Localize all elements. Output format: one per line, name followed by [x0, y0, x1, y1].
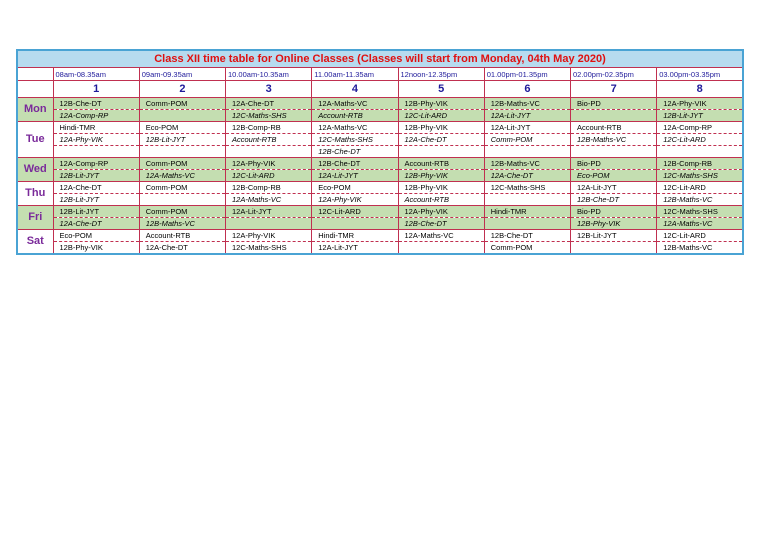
class-slot: 12C-Lit-ARD: [657, 230, 743, 242]
time-slot-header: 08am-08.35am: [53, 68, 139, 81]
class-slot: 12C-Lit-ARD: [226, 170, 312, 182]
class-slot: [571, 110, 657, 122]
class-slot: 12B-Lit-JYT: [571, 230, 657, 242]
class-slot: 12A-Maths-VC: [657, 218, 743, 230]
time-slot-header: 09am-09.35am: [139, 68, 225, 81]
class-slot: 12A-Comp-RP: [53, 158, 139, 170]
class-slot: 12A-Lit-JYT: [484, 110, 570, 122]
period-number: 7: [571, 81, 657, 98]
class-slot: Hindi-TMR: [484, 206, 570, 218]
class-slot: [53, 146, 139, 158]
class-slot: Eco-POM: [139, 122, 225, 134]
class-slot: 12C-Maths-SHS: [226, 110, 312, 122]
period-number: 1: [53, 81, 139, 98]
timetable: [16, 49, 744, 255]
class-slot: 12C-Maths-SHS: [657, 170, 743, 182]
class-slot: Comm-POM: [139, 182, 225, 194]
class-slot: Bio-PD: [571, 206, 657, 218]
class-slot: 12A-Che-DT: [53, 218, 139, 230]
class-slot: 12B-Maths-VC: [657, 194, 743, 206]
class-slot: 12A-Phy-VIK: [53, 134, 139, 146]
class-slot: 12B-Phy-VIK: [53, 242, 139, 255]
class-slot: 12B-Che-DT: [398, 218, 484, 230]
class-slot: 12A-Comp-RP: [657, 122, 743, 134]
class-slot: 12B-Phy-VIK: [398, 182, 484, 194]
day-label: Sat: [17, 230, 53, 255]
class-slot: 12B-Maths-VC: [484, 158, 570, 170]
class-slot: Hindi-TMR: [53, 122, 139, 134]
class-slot: 12C-Maths-SHS: [312, 134, 398, 146]
class-slot: Hindi-TMR: [312, 230, 398, 242]
class-slot: 12B-Lit-JYT: [53, 170, 139, 182]
class-slot: 12A-Phy-VIK: [398, 206, 484, 218]
class-slot: 12C-Lit-ARD: [312, 206, 398, 218]
class-slot: 12C-Lit-ARD: [657, 134, 743, 146]
class-slot: 12A-Phy-VIK: [657, 98, 743, 110]
class-slot: 12B-Che-DT: [312, 146, 398, 158]
class-slot: [571, 242, 657, 255]
time-slot-header: 10.00am-10.35am: [226, 68, 312, 81]
class-slot: [571, 146, 657, 158]
class-slot: Account-RTB: [226, 134, 312, 146]
class-slot: Comm-POM: [139, 98, 225, 110]
class-slot: 12A-Maths-VC: [139, 170, 225, 182]
class-slot: 12B-Comp-RB: [226, 182, 312, 194]
class-slot: Comm-POM: [139, 158, 225, 170]
class-slot: Bio-PD: [571, 158, 657, 170]
timetable-title: Class XII time table for Online Classes (Classes will start from Monday, 04th May 2020): [17, 50, 743, 68]
class-slot: Account-RTB: [312, 110, 398, 122]
class-slot: [484, 146, 570, 158]
class-slot: 12A-Che-DT: [484, 170, 570, 182]
class-slot: [398, 146, 484, 158]
time-slot-header: 01.00pm-01.35pm: [484, 68, 570, 81]
class-slot: Account-RTB: [139, 230, 225, 242]
class-slot: 12A-Comp-RP: [53, 110, 139, 122]
period-number: 3: [226, 81, 312, 98]
class-slot: 12A-Phy-VIK: [312, 194, 398, 206]
class-slot: Account-RTB: [571, 122, 657, 134]
class-slot: [139, 110, 225, 122]
class-slot: 12B-Maths-VC: [139, 218, 225, 230]
class-slot: 12B-Che-DT: [571, 194, 657, 206]
class-slot: 12A-Che-DT: [226, 98, 312, 110]
class-slot: 12A-Maths-VC: [312, 98, 398, 110]
period-number: 6: [484, 81, 570, 98]
class-slot: [484, 194, 570, 206]
class-slot: 12B-Maths-VC: [484, 98, 570, 110]
class-slot: 12A-Che-DT: [53, 182, 139, 194]
class-slot: Comm-POM: [484, 134, 570, 146]
class-slot: 12A-Che-DT: [398, 134, 484, 146]
day-label: Tue: [17, 122, 53, 158]
class-slot: Account-RTB: [398, 194, 484, 206]
day-label: Thu: [17, 182, 53, 206]
period-number: 8: [657, 81, 743, 98]
period-number: 5: [398, 81, 484, 98]
class-slot: [657, 146, 743, 158]
class-slot: Eco-POM: [571, 170, 657, 182]
class-slot: 12C-Maths-SHS: [484, 182, 570, 194]
class-slot: 12A-Phy-VIK: [226, 230, 312, 242]
time-slot-header: 12noon-12.35pm: [398, 68, 484, 81]
class-slot: 12B-Lit-JYT: [53, 194, 139, 206]
class-slot: 12A-Lit-JYT: [226, 206, 312, 218]
class-slot: 12B-Che-DT: [53, 98, 139, 110]
class-slot: 12A-Lit-JYT: [571, 182, 657, 194]
corner-cell: [17, 68, 53, 81]
class-slot: Eco-POM: [53, 230, 139, 242]
day-label: Mon: [17, 98, 53, 122]
class-slot: 12A-Maths-VC: [312, 122, 398, 134]
class-slot: 12B-Phy-VIK: [398, 122, 484, 134]
class-slot: Comm-POM: [139, 206, 225, 218]
class-slot: 12A-Lit-JYT: [484, 122, 570, 134]
class-slot: 12B-Lit-JYT: [53, 206, 139, 218]
class-slot: [484, 218, 570, 230]
day-label: Fri: [17, 206, 53, 230]
class-slot: Eco-POM: [312, 182, 398, 194]
class-slot: 12A-Maths-VC: [226, 194, 312, 206]
class-slot: 12B-Lit-JYT: [139, 134, 225, 146]
time-slot-header: 03.00pm-03.35pm: [657, 68, 743, 81]
class-slot: 12B-Che-DT: [312, 158, 398, 170]
class-slot: 12B-Phy-VIK: [398, 170, 484, 182]
class-slot: Account-RTB: [398, 158, 484, 170]
time-slot-header: 02.00pm-02.35pm: [571, 68, 657, 81]
class-slot: 12B-Maths-VC: [571, 134, 657, 146]
class-slot: Comm-POM: [484, 242, 570, 255]
period-number: 4: [312, 81, 398, 98]
class-slot: 12C-Maths-SHS: [226, 242, 312, 255]
class-slot: 12C-Lit-ARD: [657, 182, 743, 194]
class-slot: [398, 242, 484, 255]
period-number: 2: [139, 81, 225, 98]
corner-cell: [17, 81, 53, 98]
day-label: Wed: [17, 158, 53, 182]
class-slot: 12B-Phy-VIK: [398, 98, 484, 110]
class-slot: 12B-Comp-RB: [226, 122, 312, 134]
class-slot: [226, 218, 312, 230]
class-slot: 12C-Lit-ARD: [398, 110, 484, 122]
time-slot-header: 11.00am-11.35am: [312, 68, 398, 81]
class-slot: 12A-Lit-JYT: [312, 242, 398, 255]
class-slot: 12A-Phy-VIK: [226, 158, 312, 170]
class-slot: 12B-Lit-JYT: [657, 110, 743, 122]
class-slot: 12C-Maths-SHS: [657, 206, 743, 218]
class-slot: 12A-Che-DT: [139, 242, 225, 255]
class-slot: 12A-Lit-JYT: [312, 170, 398, 182]
class-slot: 12B-Comp-RB: [657, 158, 743, 170]
class-slot: Bio-PD: [571, 98, 657, 110]
class-slot: [139, 146, 225, 158]
class-slot: 12B-Maths-VC: [657, 242, 743, 255]
class-slot: [226, 146, 312, 158]
class-slot: 12A-Maths-VC: [398, 230, 484, 242]
class-slot: 12B-Che-DT: [484, 230, 570, 242]
class-slot: 12B-Phy-VIK: [571, 218, 657, 230]
class-slot: [139, 194, 225, 206]
class-slot: [312, 218, 398, 230]
